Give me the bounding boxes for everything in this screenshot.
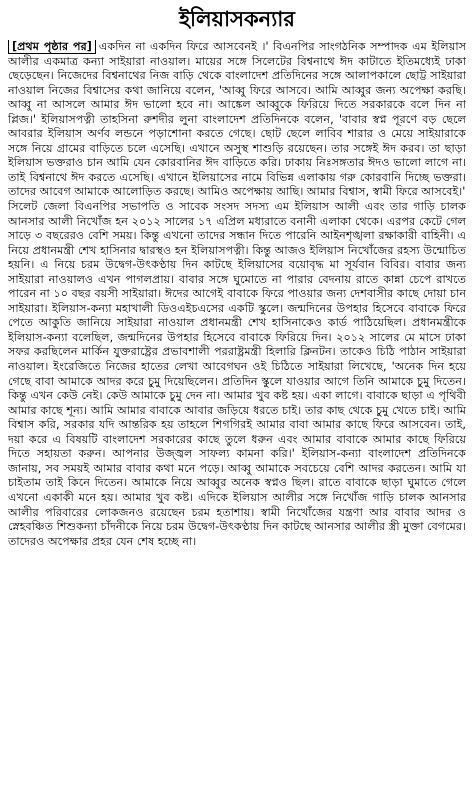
article-headline: ইলিয়াসকন্যার: [179, 6, 295, 31]
article-paragraph: [8, 40, 466, 200]
continuation-label: [প্রথম পৃষ্ঠার পর]: [8, 40, 96, 54]
paragraph-text: সিলেট জেলা বিএনপির সভাপতি ও সাবেক সংসদ সদস্য এম ইলিয়াস আলী এবং তার গাড়ি চালক আনসার আলী নিখোঁজ হন ২০১২ সালের ১৭ এপ্রিল মধ্যরাতে বনানী এলাকা থেকে। এরপর কেটে গেল সাড়ে ৩ বছরেরও বেশি সময়। কিন্তু এখনো তাদের সন্ধান দিতে পারেনি আইনশৃঙ্খলা রক্ষাকারী বাহিনী। এ নিয়ে প্রধানমন্ত্রী শেখ হাসিনার দ্বারস্থও হন ইলিয়াসপত্নী। কিন্তু আজও ইলিয়াস নিখোঁজের রহস্য উন্মোচিত হয়নি। এ নিয়ে চরম উদ্বেগ-উৎকণ্ঠায় দিন কাটছে ইলিয়াসের বয়োবৃদ্ধ মা সূর্যবান বিবির। বাবার জন্য সাইয়ারা নাওয়ালও এখন পাগলপ্রায়। বাবার সঙ্গে ঘুমোতে না পারার বেদনায় রাতে কান্না চেপে রাখতে পারেন না ১০ বছর বয়সী সাইয়ারা। ঈদের আগেই বাবাকে ফিরে পাওয়ার জন্য দেশবাসীর কাছে দোয়া চান সাইয়ারা। ইলিয়াস-কন্যা মহাখালী ডিওএইচএসের একটি স্কুলে। জন্মদিনের উপহার হিসেবে বাবাকে ফিরে পেতে আকুতি জানিয়ে সাইয়ারা নাওয়াল প্রধানমন্ত্রী শেখ হাসিনাকেও কার্ড পাঠিয়েছিল। প্রধানমন্ত্রীকে ইলিয়াস-কন্যা বলেছিল, জন্মদিনের উপহার হিসেবে বাবাকে ফিরিয়ে দিন। ২০১২ সালের মে মাসে ঢাকা সফর করছিলেন মার্কিন যুক্তরাষ্ট্রের প্রভাবশালী পররাষ্ট্রমন্ত্রী হিলারি ক্লিনটন। তাকেও চিঠি পাঠান সাইয়ারা নাওয়াল। ইংরেজিতে নিজের হাতের লেখা আবেগঘন ওই চিঠিতে সাইয়ারা লিখেছে, 'অনেক দিন হয়ে গেছে বাবা আমাকে আদর করে চুমু দিয়েছিলেন। প্রতিদিন স্কুলে যাওয়ার আগে তিনি আমাকে চুমু দিতেন। কিন্তু এখন কেউ নেই। কেউ আমাকে চুমু দেন না। আমার খুব কষ্ট হয়। একা লাগে। বাবাকে ছাড়া এ পৃথিবী আমার কাছে শূন্য। আমি আমার বাবাকে আবার জড়িয়ে ধরতে চাই। তার কাছ থেকে চুমু খেতে চাই। আমি বিশ্বাস করি, সরকার যদি আন্তরিক হয় তাহলে শিগগিরই আমার বাবা আমার কাছে ফিরে আসবেন। তাই, দয়া করে এ বিষয়টি বাংলাদেশ সরকারের কাছে তুলে ধরুন এবং আমার বাবাকে আমার কাছে ফিরিয়ে দিতে সহায়তা করুন। আপনার উজ্জ্বল সাফল্য কামনা করি।' ইলিয়াস-কন্যা বাংলাদেশ প্রতিদিনকে জানায়, সব সময়ই আমার বাবার কথা মনে পড়ে। আব্বু আমাকে সবচেয়ে বেশি আদর করতেন। আমি যা চাইতাম তাই কিনে দিতেন। আমাকে নিয়ে আব্বুর অনেক স্বপ্নও ছিল। রাতে বাবাকে ছাড়া ঘুমাতে গেলে এখনো একাকী মনে হয়। আমার খুব কষ্ট। এদিকে ইলিয়াস আলীর সঙ্গে নিখোঁজ গাড়ি চালক আনসার আলীর পরিবারের লোকজনও রয়েছেন চরম হতাশায়। স্বামী নিখোঁজের যন্ত্রণা আর বাবার আদর ও স্নেহবঞ্চিত শিশুকন্যা চাঁদনীকে নিয়ে চরম উদ্বেগ-উৎকণ্ঠায় দিন কাটছে আনসার আলীর স্ত্রী মুক্তা বেগমের। তাদেরও অপেক্ষার প্রহর যেন শেষ হচ্ছে না।: [8, 200, 466, 548]
paragraph-text: একদিন না একদিন ফিরে আসবেনই ।' বিএনপির সাংগঠনিক সম্পাদক এম ইলিয়াস আলীর একমাত্র কন্যা সাইয়ারা নাওয়াল। মায়ের সঙ্গে সিলেটের বিশ্বনাথে ঈদ কাটাতে ইতিমধ্যেই ঢাকা ছেড়েছেন। নিজেদের বিশ্বনাথের নিজ বাড়ি থেকে বাংলাদেশ প্রতিদিনের সঙ্গে আলাপকালে ছোট্ট সাইয়ারা নাওয়াল নিজের বিশ্বাসের কথা জানিয়ে বলেন, 'আব্বু ফিরে আসবে। আমি আব্বুর জন্য অপেক্ষা করছি। আব্বু না আসলে আমার ঈদ ভালো হবে না। আঙ্কেল আব্বুকে ফিরিয়ে দিতে সরকারকে বলে দিন না প্লিজ।' ইলিয়াসপত্নী তাহসিনা রুশদীর লুনা বাংলাদেশ প্রতিদিনকে বলেন, 'বাবার স্বপ্ন পূরণে বড় ছেলে আবরার ইলিয়াস অর্ণব লন্ডনে পড়াশোনা করতে গেছে। ছোট ছেলে লাবিব শারার ও মেয়ে সাইয়ারাকে সঙ্গে নিয়ে গ্রামের বাড়িতে চলে এসেছি। এখানে অসুস্থ শাশুড়ি রয়েছেন। তার সঙ্গেই ঈদ করব। তা ছাড়া ইলিয়াস ভক্তরাও চান আমি যেন কোরবানির ঈদ বাড়িতে করি। ঢাকায় নিঃসঙ্গতার ঈদও ভালো লাগে না। তাই বিশ্বনাথে ঈদ করতে এসেছি। এখানে ইলিয়াসের নামে বিভিন্ন এলাকায় গরু কোরবানি দিচ্ছে ভক্তরা। তাদের আবেগ আমাকে আলোড়িত করছে। আমিও অপেক্ষায় আছি। আমার বিশ্বাস, স্বামী ফিরে আসবেই।': [8, 40, 466, 199]
article-body: [8, 40, 466, 788]
article-paragraph: [8, 200, 466, 549]
